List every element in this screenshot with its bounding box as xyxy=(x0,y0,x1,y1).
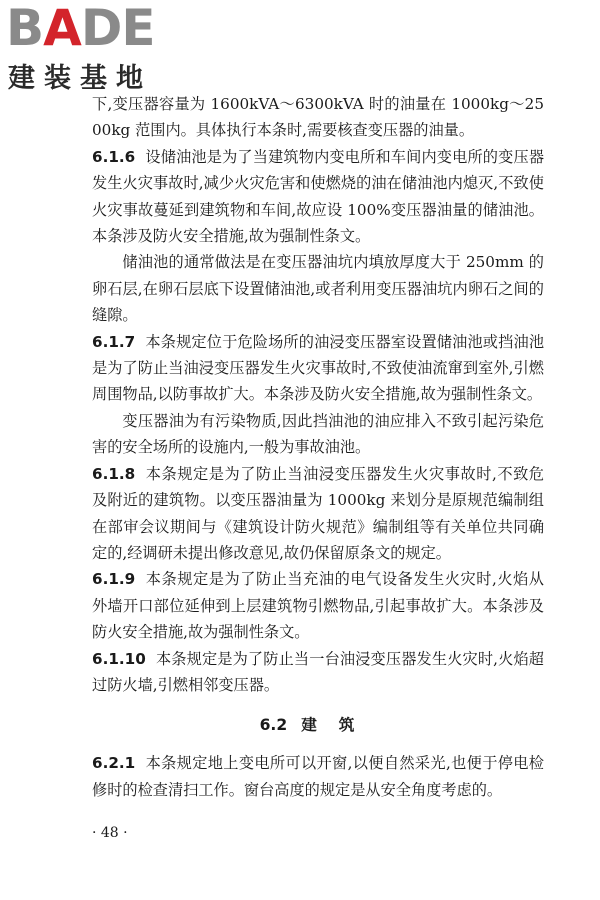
section-heading xyxy=(92,712,544,738)
clause-number: 6.1.10 xyxy=(92,649,146,668)
logo-subtitle: 建装基地 xyxy=(8,63,152,94)
clause-6-1-6-note: 储油池的通常做法是在变压器油坑内填放厚度大于 250mm 的卵石层,在卵石层底下设置储油池,或者利用变压器油坑内卵石之间的缝隙。 xyxy=(92,253,544,325)
clause-number: 6.1.6 xyxy=(92,147,136,166)
page-number: · 48 · xyxy=(92,825,128,841)
logo-letter-a: A xyxy=(43,0,81,57)
clause-6-2-1: 6.2.1 本条规定地上变电所可以开窗,以便自然采光,也便于停电检修时的检查清扫工作。窗台高度的规定是从安全角度考虑的。 xyxy=(92,754,544,799)
logo-letter-d: D xyxy=(80,0,122,57)
bade-logo xyxy=(6,0,176,95)
clause-6-1-7: 6.1.7 本条规定位于危险场所的油浸变压器室设置储油池或挡油池是为了防止当油浸变压器发生火灾事故时,不致使油流窜到室外,引燃周围物品,以防事故扩大。本条涉及防火安全措施,故为强制性条文。 xyxy=(92,332,544,404)
clause-number: 6.1.8 xyxy=(92,464,136,483)
logo-wordmark xyxy=(6,0,176,57)
logo-letter-e: E xyxy=(121,0,155,57)
clause-number: 6.2.1 xyxy=(92,754,136,773)
section-number: 6.2 xyxy=(259,716,288,735)
document-body xyxy=(92,91,544,803)
clause-6-1-7-note: 变压器油为有污染物质,因此挡油池的油应排入不致引起污染危害的安全场所的设施内,一般为事故油池。 xyxy=(92,411,544,457)
paragraph-continued: 下,变压器容量为 1600kVA～6300kVA 时的油量在 1000kg～2500kg 范围内。具体执行本条时,需要核查变压器的油量。 xyxy=(92,95,544,140)
clause-number: 6.1.7 xyxy=(92,332,136,351)
clause-6-1-9: 6.1.9 本条规定是为了防止当充油的电气设备发生火灾时,火焰从外墙开口部位延伸到上层建筑物引燃物品,引起事故扩大。本条涉及防火安全措施,故为强制性条文。 xyxy=(92,570,544,642)
clause-number: 6.1.9 xyxy=(92,570,136,589)
clause-6-1-8: 6.1.8 本条规定是为了防止当油浸变压器发生火灾事故时,不致危及附近的建筑物。以变压器油量为 1000kg 来划分是原规范编制组在部审会议期间与《建筑设计防火规范》编制组等有关单位共同确定的,经调研未提出修改意见,故仍保留原条文的规定。 xyxy=(92,464,544,562)
clause-6-1-6: 6.1.6 设储油池是为了当建筑物内变电所和车间内变电所的变压器发生火灾事故时,减少火灾危害和使燃烧的油在储油池内熄灭,不致使火灾事故蔓延到建筑物和车间,故应设 100%变压器油量的储油池。本条涉及防火安全措施,故为强制性条文。 xyxy=(92,147,544,246)
section-title: 建筑 xyxy=(301,716,377,735)
logo-letter-b: B xyxy=(6,0,44,57)
clause-6-1-10: 6.1.10 本条规定是为了防止当一台油浸变压器发生火灾时,火焰超过防火墙,引燃相邻变压器。 xyxy=(92,649,544,694)
